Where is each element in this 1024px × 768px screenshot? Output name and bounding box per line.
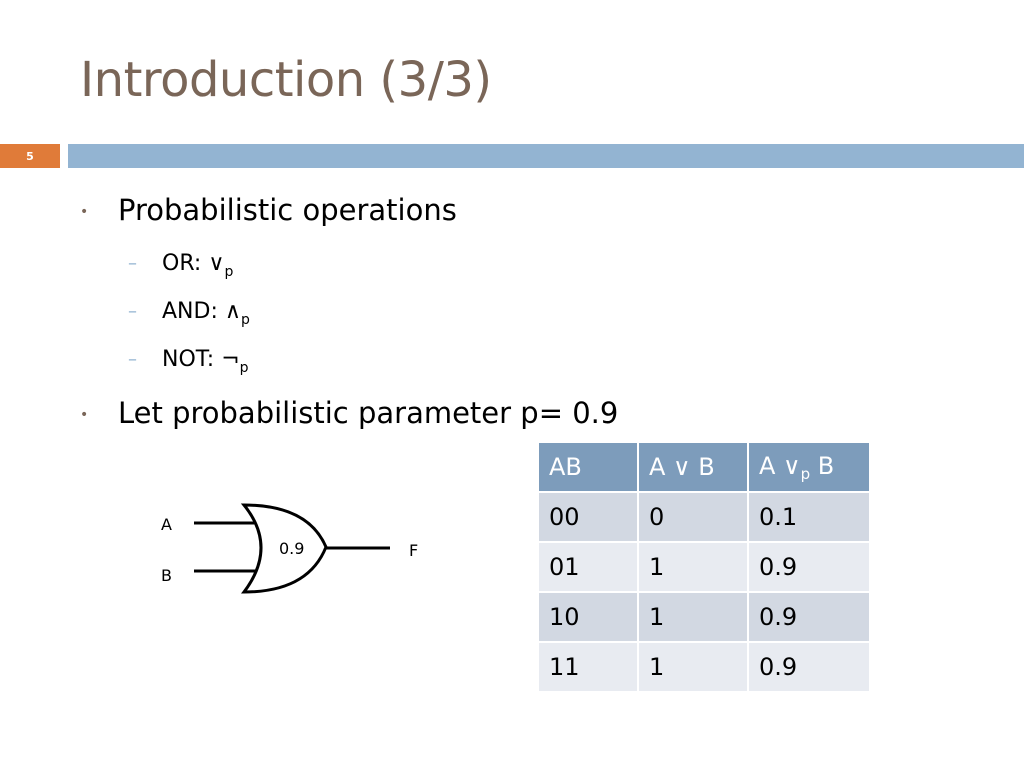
header-suffix: B xyxy=(810,451,835,480)
gate-probability-label: 0.9 xyxy=(279,539,305,558)
bullet-text: Probabilistic operations xyxy=(118,193,457,227)
sub-bullet-label: NOT: ¬ xyxy=(162,347,240,372)
gate-output-label: F xyxy=(409,541,419,560)
bullet-text: Let probabilistic parameter p= 0.9 xyxy=(118,396,619,430)
bullet-dot: • xyxy=(80,204,89,220)
slide-title: Introduction (3/3) xyxy=(80,52,492,108)
table-cell: 11 xyxy=(538,642,638,692)
table-cell: 1 xyxy=(638,592,748,642)
table-cell: 0.9 xyxy=(748,542,870,592)
truth-table xyxy=(537,441,871,693)
bullet-dot: • xyxy=(80,407,89,423)
sub-bullet-subscript: p xyxy=(239,360,249,376)
table-row xyxy=(538,642,870,692)
slide-number-badge xyxy=(0,144,60,168)
table-cell: 01 xyxy=(538,542,638,592)
header-label: A ∨ xyxy=(759,451,801,480)
table-cell: 00 xyxy=(538,492,638,542)
sub-bullet-subscript: p xyxy=(224,264,234,280)
table-cell: 1 xyxy=(638,542,748,592)
table-row xyxy=(538,542,870,592)
table-cell: 0.1 xyxy=(748,492,870,542)
table-cell: 0.9 xyxy=(748,642,870,692)
or-gate-diagram xyxy=(150,495,440,605)
table-cell: 0.9 xyxy=(748,592,870,642)
sub-bullet-label: OR: ∨ xyxy=(162,251,225,276)
gate-input-a-label: A xyxy=(161,515,172,534)
header-accent-bar xyxy=(68,144,1024,168)
sub-bullet-dash: – xyxy=(128,301,137,322)
table-header-cell: A ∨ B xyxy=(638,442,748,492)
table-header-cell: AB xyxy=(538,442,638,492)
table-row xyxy=(538,492,870,542)
sub-bullet-dash: – xyxy=(128,349,137,370)
sub-bullet-label: AND: ∧ xyxy=(162,299,241,324)
gate-input-b-label: B xyxy=(161,566,172,585)
sub-bullet-subscript: p xyxy=(240,312,250,328)
header-subscript: p xyxy=(800,464,811,483)
slide-number: 5 xyxy=(26,149,34,163)
sub-bullet-dash: – xyxy=(128,253,137,274)
table-cell: 10 xyxy=(538,592,638,642)
table-row xyxy=(538,592,870,642)
table-cell: 0 xyxy=(638,492,748,542)
table-header-row xyxy=(538,442,870,492)
table-header-cell xyxy=(748,442,870,492)
table-cell: 1 xyxy=(638,642,748,692)
